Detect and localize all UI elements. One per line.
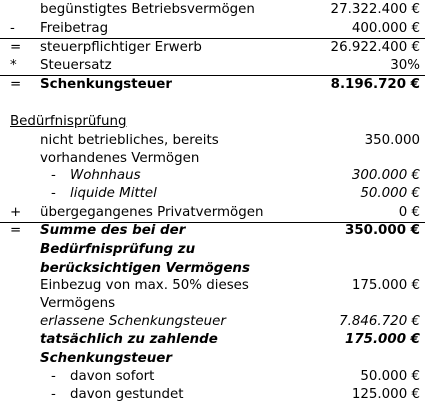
dash-liquide-mittel: - <box>51 186 56 201</box>
value-vorhandenes-vermoegen: 350.000 <box>364 133 420 148</box>
row-privatvermoegen <box>0 204 432 222</box>
label-schenkungsteuer: Schenkungsteuer <box>40 77 172 92</box>
value-schenkungsteuer: 8.196.720 € <box>330 77 420 92</box>
value-steuersatz: 30% <box>390 58 420 73</box>
label-beguenstigtes-betriebsvermoegen: begünstigtes Betriebsvermögen <box>40 2 255 17</box>
row-summe-line2 <box>0 241 432 259</box>
row-liquide-mittel <box>0 185 432 203</box>
heading-beduerfnispruefung: Bedürfnisprüfung <box>10 114 127 129</box>
value-privatvermoegen: 0 € <box>398 205 420 220</box>
label-liquide-mittel: liquide Mittel <box>70 186 157 201</box>
label-davon-gestundet: davon gestundet <box>70 387 184 402</box>
value-summe: 350.000 € <box>345 223 420 238</box>
value-steuerpflichtiger-erwerb: 26.922.400 € <box>330 40 420 55</box>
row-erlassene-schenkungsteuer <box>0 313 432 331</box>
row-zu-zahlende-steuer-line2 <box>0 350 432 368</box>
row-davon-sofort <box>0 368 432 386</box>
operator-equals: = <box>10 40 22 55</box>
label-privatvermoegen: übergegangenes Privatvermögen <box>40 205 264 220</box>
value-wohnhaus: 300.000 € <box>351 168 420 183</box>
row-vorhandenes-vermoegen-line2 <box>0 150 432 168</box>
label-davon-sofort: davon sofort <box>70 369 155 384</box>
operator-equals: = <box>10 77 22 92</box>
label-steuerpflichtiger-erwerb: steuerpflichtiger Erwerb <box>40 40 202 55</box>
row-einbezug-line2 <box>0 295 432 313</box>
row-wohnhaus <box>0 167 432 185</box>
row-summe <box>0 222 432 240</box>
value-freibetrag: 400.000 € <box>351 21 420 36</box>
operator-equals: = <box>10 223 22 238</box>
value-davon-sofort: 50.000 € <box>360 369 420 384</box>
row-heading-beduerfnispruefung <box>0 113 432 131</box>
row-steuerpflichtiger-erwerb <box>0 39 432 57</box>
dash-davon-sofort: - <box>51 369 56 384</box>
label-summe-line3: berücksichtigen Vermögens <box>40 261 250 276</box>
row-summe-line3 <box>0 260 432 278</box>
label-vorhandenes-vermoegen-line1: nicht betriebliches, bereits <box>40 133 219 148</box>
dash-davon-gestundet: - <box>51 387 56 402</box>
label-vorhandenes-vermoegen-line2: vorhandenes Vermögen <box>40 151 200 166</box>
dash-wohnhaus: - <box>51 168 56 183</box>
operator-minus: - <box>10 21 15 36</box>
label-zu-zahlende-steuer-line1: tatsächlich zu zahlende <box>40 332 218 347</box>
label-steuersatz: Steuersatz <box>40 58 112 73</box>
row-vorhandenes-vermoegen <box>0 132 432 150</box>
row-beguenstigtes-betriebsvermoegen <box>0 1 432 19</box>
label-einbezug-line2: Vermögens <box>40 296 116 311</box>
value-beguenstigtes-betriebsvermoegen: 27.322.400 € <box>330 2 420 17</box>
label-wohnhaus: Wohnhaus <box>70 168 141 183</box>
operator-plus: + <box>10 205 22 220</box>
label-einbezug-line1: Einbezug von max. 50% dieses <box>40 278 249 293</box>
label-zu-zahlende-steuer-line2: Schenkungsteuer <box>40 351 172 366</box>
row-davon-gestundet <box>0 386 432 404</box>
label-summe-line1: Summe des bei der <box>40 223 186 238</box>
operator-multiply: * <box>10 58 17 73</box>
value-erlassene-schenkungsteuer: 7.846.720 € <box>339 314 420 329</box>
value-davon-gestundet: 125.000 € <box>351 387 420 402</box>
label-erlassene-schenkungsteuer: erlassene Schenkungsteuer <box>40 314 226 329</box>
row-freibetrag <box>0 20 432 38</box>
value-zu-zahlende-steuer: 175.000 € <box>345 332 420 347</box>
value-liquide-mittel: 50.000 € <box>360 186 420 201</box>
row-einbezug <box>0 277 432 295</box>
label-summe-line2: Bedürfnisprüfung zu <box>40 242 196 257</box>
row-steuersatz <box>0 57 432 75</box>
label-freibetrag: Freibetrag <box>40 21 109 36</box>
row-zu-zahlende-steuer <box>0 331 432 349</box>
value-einbezug: 175.000 € <box>351 278 420 293</box>
row-schenkungsteuer <box>0 76 432 94</box>
